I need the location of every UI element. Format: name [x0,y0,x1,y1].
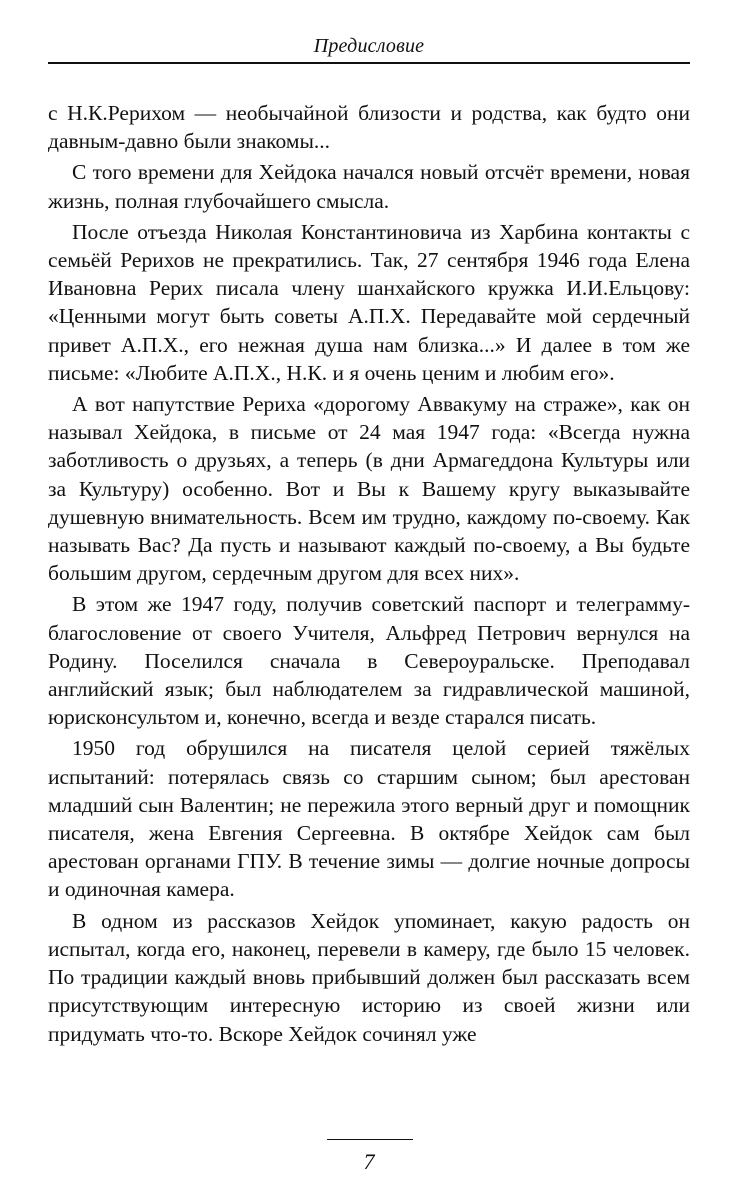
paragraph: А вот напутствие Рериха «дорогому Аввакуму на страже», как он называл Хейдока, в письме от 24 мая 1947 года: «Всегда нужна заботливость о друзьях, а теперь (в дни Армагеддона Культуры или за Культуру) особенно. Вот и Вы к Вашему кругу выказывайте душевную внимательность. Всем им трудно, каждому по-своему. Как называть Вас? Да пусть и называют каждый по-своему, а Вы будьте большим другом, сердечным другом для всех них». [48,392,690,586]
paragraph: С того времени для Хейдока начался новый отсчёт времени, новая жизнь, полная глубочайшего смысла. [48,160,690,213]
header-rule [48,62,690,64]
page-number: 7 [363,1149,375,1174]
book-page [48,0,690,1186]
running-header-title: Предисловие [313,35,425,57]
footer-rule [327,1139,413,1140]
paragraph: В этом же 1947 году, получив советский паспорт и телеграмму-благословение от своего Учителя, Альфред Петрович вернулся на Родину. Поселился сначала в Североуральске. Преподавал английский язык; был наблюдателем за гидравлической машиной, юрисконсультом и, конечно, всегда и везде старался писать. [48,592,690,730]
paragraph-continued: с Н.К.Рерихом — необычайной близости и родства, как будто они давным-давно были знакомы... [48,101,690,154]
paragraph: После отъезда Николая Константиновича из Харбина контакты с семьёй Рерихов не прекратились. Так, 27 сентября 1946 года Елена Ивановна Рерих писала члену шанхайского кружка И.И.Ельцову: «Ценными могут быть советы А.П.Х. Передавайте мой сердечный привет А.П.Х., его нежная душа нам близка...» И далее в том же письме: «Любите А.П.Х., Н.К. и я очень ценим и любим его». [48,219,690,385]
paragraph: В одном из рассказов Хейдок упоминает, какую радость он испытал, когда его, наконец, перевели в камеру, где было 15 человек. По традиции каждый вновь прибывший должен был рассказать всем присутствующим интересную историю из своей жизни или придумать что-то. Вскоре Хейдок сочинял уже [48,908,690,1046]
body-text [48,99,690,1051]
paragraph: 1950 год обрушился на писателя целой серией тяжёлых испытаний: потерялась связь со старшим сыном; был арестован младший сын Валентин; не пережила этого верный друг и помощник писателя, жена Евгения Сергеевна. В октябре Хейдок сам был арестован органами ГПУ. В течение зимы — долгие ночные допросы и одиночная камера. [48,736,690,902]
